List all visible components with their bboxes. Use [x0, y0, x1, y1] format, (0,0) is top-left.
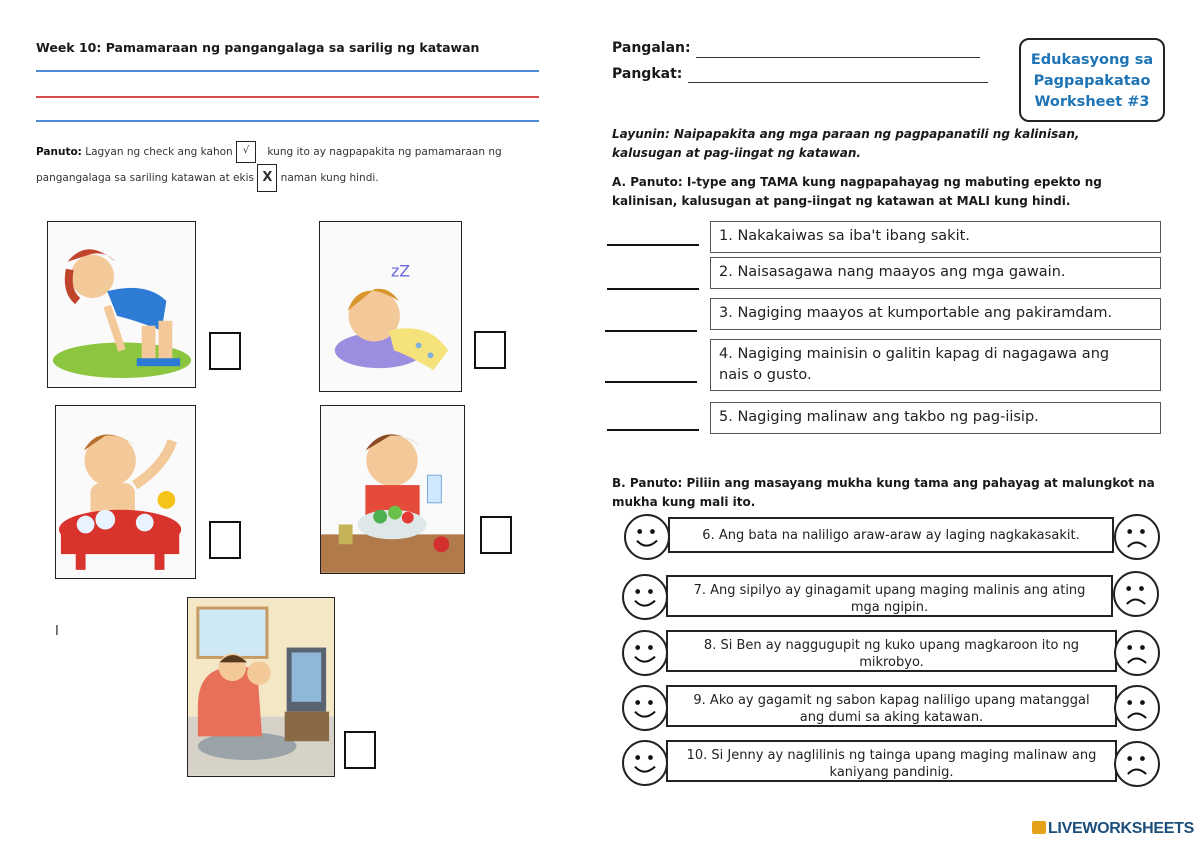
section-b-instructions: B. Panuto: Piliin ang masayang mukha kung tama ang pahayag at malungkot na mukha kung mali ito. [612, 476, 1155, 509]
exercise-picture [47, 221, 196, 388]
answer-blank[interactable] [607, 244, 699, 246]
objective-text: Layunin: Naipapakita ang mga paraan ng pagpapanatili ng kalinisan, kalusugan at pag-iingat ng katawan. [612, 127, 1080, 160]
panuto-text: Lagyan ng check ang kahon [85, 146, 233, 158]
statement-box: 10. Si Jenny ay naglilinis ng tainga upang maging malinaw ang kaniyang pandinig. [666, 740, 1117, 782]
panuto-text: kung ito ay nagpapakita ng pamamaraan ng [267, 146, 502, 158]
divider-line [36, 96, 539, 98]
panuto-text: naman kung hindi. [280, 172, 379, 184]
watching-tv-picture [187, 597, 335, 777]
eating-vegetables-picture [320, 405, 465, 574]
statement-box: 6. Ang bata na naliligo araw-araw ay laging nagkakasakit. [668, 517, 1114, 553]
statement-box: 9. Ako ay gagamit ng sabon kapag naliligo upang matanggal ang dumi sa aking katawan. [666, 685, 1117, 727]
happy-face-icon[interactable] [622, 574, 668, 620]
sad-face-icon[interactable] [1114, 685, 1160, 731]
pangalan-input-line[interactable] [696, 57, 980, 58]
worksheet-week-title: Week 10: Pamamaraan ng pangangalaga sa sarilig ng katawan [36, 40, 480, 55]
logo-mark-icon [1032, 821, 1046, 834]
happy-face-icon[interactable] [622, 630, 668, 676]
subject-badge [1019, 38, 1165, 122]
sad-face-icon[interactable] [1114, 514, 1160, 560]
divider-line [36, 120, 539, 122]
answer-checkbox[interactable] [209, 332, 241, 370]
pangalan-label: Pangalan: [612, 40, 691, 56]
section-a-instructions: A. Panuto: I-type ang TAMA kung nagpapahayag ng mabuting epekto ng kalinisan, kalusugan at pang-iingat ng katawan at MALI kung hindi. [612, 175, 1102, 208]
sad-face-icon[interactable] [1114, 630, 1160, 676]
happy-face-icon[interactable] [622, 740, 668, 786]
sad-face-icon[interactable] [1114, 741, 1160, 787]
svg-text:zZ: zZ [390, 261, 411, 281]
liveworksheets-logo [1032, 820, 1194, 838]
divider-line [36, 70, 539, 72]
panuto-text: pangangalaga sa sariling katawan at ekis [36, 172, 254, 184]
answer-blank[interactable] [607, 429, 699, 431]
happy-face-icon[interactable] [622, 685, 668, 731]
bathing-picture [55, 405, 196, 579]
statement-box: 5. Nagiging malinaw ang takbo ng pag-iisip. [710, 402, 1161, 434]
statement-box: 4. Nagiging mainisin o galitin kapag di nagagawa ang nais o gusto. [710, 339, 1161, 391]
answer-blank[interactable] [607, 288, 699, 290]
answer-checkbox[interactable] [209, 521, 241, 559]
badge-line: Pagpapakatao [1033, 73, 1151, 89]
answer-checkbox[interactable] [344, 731, 376, 769]
answer-checkbox[interactable] [474, 331, 506, 369]
statement-box: 8. Si Ben ay naggugupit ng kuko upang magkaroon ito ng mikrobyo. [666, 630, 1117, 672]
answer-checkbox[interactable] [480, 516, 512, 554]
check-example-box: √ [236, 141, 256, 163]
sad-face-icon[interactable] [1113, 571, 1159, 617]
stray-mark: I [55, 624, 59, 639]
statement-box: 1. Nakakaiwas sa iba't ibang sakit. [710, 221, 1161, 253]
badge-line: Edukasyong sa [1030, 52, 1154, 68]
badge-line: Worksheet #3 [1034, 94, 1150, 110]
answer-blank[interactable] [605, 381, 697, 383]
pangkat-input-line[interactable] [688, 82, 988, 83]
pangkat-label: Pangkat: [612, 66, 683, 82]
statement-box: 7. Ang sipilyo ay ginagamit upang maging malinis ang ating mga ngipin. [666, 575, 1113, 617]
sleeping-picture [319, 221, 462, 392]
x-example-box: X [257, 164, 277, 192]
statement-box: 3. Nagiging maayos at kumportable ang pakiramdam. [710, 298, 1161, 330]
panuto-label: Panuto: [36, 146, 82, 158]
logo-text: LIVEWORKSHEETS [1047, 820, 1194, 837]
answer-blank[interactable] [605, 330, 697, 332]
statement-box: 2. Naisasagawa nang maayos ang mga gawain. [710, 257, 1161, 289]
happy-face-icon[interactable] [624, 514, 670, 560]
